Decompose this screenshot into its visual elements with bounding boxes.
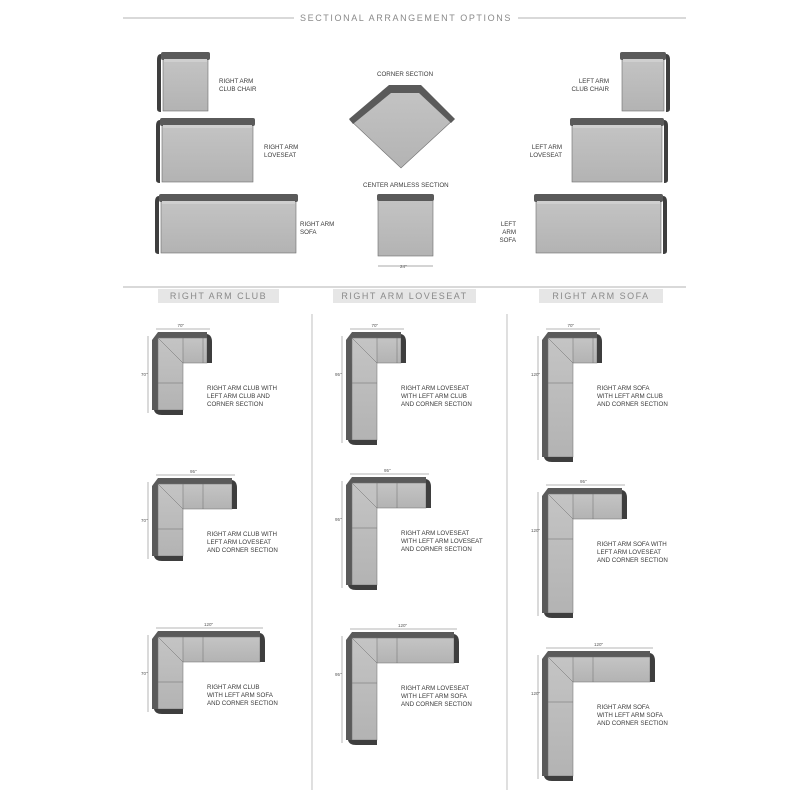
right-arm-sofa	[155, 194, 298, 254]
tab-right-arm-club: RIGHT ARM CLUB	[158, 289, 279, 303]
label-right-arm-loveseat: RIGHT ARM LOVESEAT	[264, 144, 299, 159]
top-dimension: 70"	[177, 323, 185, 328]
center-width-dimension: 24"	[400, 264, 407, 269]
config-label: RIGHT ARM LOVESEAT WITH LEFT ARM LOVESEAT AND CORNER SECTION	[401, 530, 483, 553]
side-dimension: 95"	[335, 517, 342, 522]
label-right-arm-club-chair: RIGHT ARM CLUB CHAIR	[219, 78, 257, 93]
top-dimension: 70"	[567, 323, 575, 328]
side-dimension: 120"	[531, 372, 541, 377]
left-arm-club-chair	[620, 52, 670, 112]
top-dimension: 120"	[594, 642, 604, 647]
config-label: RIGHT ARM CLUB WITH LEFT ARM CLUB AND CORNER SECTION	[207, 385, 278, 408]
top-dimension: 120"	[398, 623, 408, 628]
right-arm-loveseat	[156, 118, 255, 183]
config-label: RIGHT ARM CLUB WITH LEFT ARM SOFA AND CORNER SECTION	[207, 684, 278, 707]
label-corner-section: CORNER SECTION	[377, 71, 434, 78]
side-dimension: 120"	[531, 528, 541, 533]
page-title: SECTIONAL ARRANGEMENT OPTIONS	[294, 12, 518, 24]
config-label: RIGHT ARM SOFA WITH LEFT ARM LOVESEAT AND CORNER SECTION	[597, 541, 668, 564]
config-2-0	[538, 329, 602, 462]
config-1-0	[342, 329, 406, 445]
label-right-arm-sofa: RIGHT ARM SOFA	[300, 221, 335, 236]
side-dimension: 120"	[531, 691, 541, 696]
label-left-arm-club-chair: LEFT ARM CLUB CHAIR	[571, 78, 609, 93]
config-0-0	[148, 329, 212, 415]
config-label: RIGHT ARM CLUB WITH LEFT ARM LOVESEAT AND CORNER SECTION	[207, 531, 278, 554]
config-label: RIGHT ARM SOFA WITH LEFT ARM SOFA AND CORNER SECTION	[597, 704, 668, 727]
top-dimension: 95"	[384, 468, 391, 473]
config-label: RIGHT ARM LOVESEAT WITH LEFT ARM SOFA AND CORNER SECTION	[401, 685, 472, 708]
left-arm-sofa	[534, 194, 667, 254]
top-dimension: 120"	[204, 622, 214, 627]
left-arm-loveseat	[570, 118, 668, 183]
side-dimension: 95"	[335, 672, 342, 677]
top-dimension: 95"	[580, 479, 587, 484]
side-dimension: 70"	[141, 372, 148, 377]
side-dimension: 95"	[335, 372, 342, 377]
side-dimension: 70"	[141, 671, 148, 676]
label-center-armless-section: CENTER ARMLESS SECTION	[363, 182, 449, 189]
top-dimension: 95"	[190, 469, 197, 474]
right-arm-club-chair	[157, 52, 210, 112]
side-dimension: 70"	[141, 518, 148, 523]
config-label: RIGHT ARM LOVESEAT WITH LEFT ARM CLUB AND CORNER SECTION	[401, 385, 472, 408]
top-dimension: 70"	[371, 323, 379, 328]
tab-right-arm-sofa: RIGHT ARM SOFA	[539, 289, 663, 303]
label-left-arm-sofa: LEFT ARM SOFA	[499, 221, 516, 244]
tab-right-arm-loveseat: RIGHT ARM LOVESEAT	[333, 289, 476, 303]
center-armless-section	[377, 194, 434, 266]
corner-section	[349, 85, 455, 168]
label-left-arm-loveseat: LEFT ARM LOVESEAT	[529, 144, 562, 159]
config-label: RIGHT ARM SOFA WITH LEFT ARM CLUB AND CORNER SECTION	[597, 385, 668, 408]
